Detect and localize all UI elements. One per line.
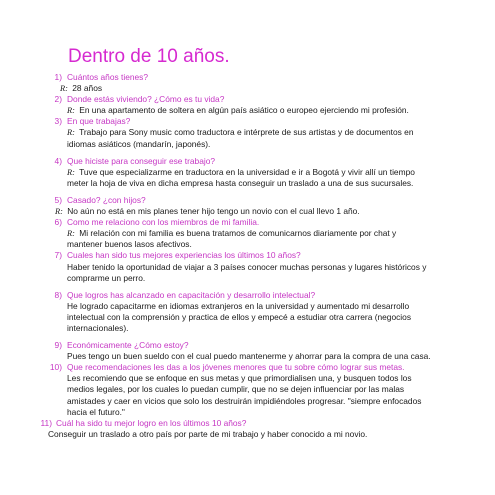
answer: [0, 127, 495, 149]
question: [0, 290, 495, 301]
document-title: Dentro de 10 años.: [68, 46, 230, 67]
question: [0, 217, 495, 228]
question-text: Casado? ¿con hijos?: [67, 194, 146, 205]
question-text: Cuántos años tienes?: [67, 72, 149, 82]
question-number: 9): [54, 340, 62, 351]
question-text: Como me relaciono con los miembros de mi familia.: [67, 217, 260, 228]
list-item: [0, 195, 495, 217]
answer-text: Haber tenido la oportunidad de viajar a 3 países conocer muchas personas y lugares históricos y comprarme un perro.: [67, 261, 427, 283]
answer: [0, 83, 495, 94]
answer: [0, 262, 495, 284]
list-item: [0, 362, 495, 417]
list-item: [0, 116, 495, 149]
answer-prefix: R:: [67, 167, 75, 177]
answer: [0, 167, 495, 189]
question-number: 1): [54, 72, 62, 82]
question-number: 4): [54, 155, 62, 166]
answer: [0, 301, 495, 334]
answer-text: He logrado capacitarme en idiomas extranjeros en la universidad y aumentado mi desarrollo intelectual con la comprensión y practica de ellos y empecé a estudiar otra carrera (negocios internacionales).: [67, 300, 412, 333]
answer: [0, 351, 495, 362]
question-text: Económicamente ¿Cómo estoy?: [67, 340, 189, 351]
question-number: 6): [54, 217, 62, 228]
answer: [0, 429, 495, 440]
list-item: [0, 94, 495, 116]
answer-text: Mi relación con mi familia es buena tratamos de comunicarnos diariamente por chat y mantener buenos lasos afectivos.: [67, 228, 397, 250]
question-number: 8): [54, 289, 62, 300]
question: [0, 72, 495, 83]
answer-prefix: R:: [60, 84, 68, 94]
list-item: [0, 340, 495, 362]
answer-text: En una apartamento de soltera en algún país asiático o europeo ejerciendo mi profesión.: [76, 105, 409, 116]
answer: [0, 228, 495, 250]
question-text: Que hiciste para conseguir ese trabajo?: [67, 155, 216, 166]
list-item: [0, 418, 495, 440]
answer-text: Pues tengo un buen sueldo con el cual puedo mantenerme y ahorrar para la compra de una casa.: [67, 351, 431, 362]
question-text: Cuál ha sido tu mejor logro en los últimos 10 años?: [56, 417, 247, 428]
list-item: [0, 72, 495, 94]
answer-text: 28 años: [69, 83, 103, 94]
answer-text: Tuve que especializarme en traductora en la universidad e ir a Bogotá y vivir allí un tiempo meter la hoja de viva en dicha empresa hasta conseguir un traslado a una de sus sucursales.: [67, 166, 415, 188]
question: [0, 362, 495, 373]
question: [0, 250, 495, 261]
question-text: Cuales han sido tus mejores experiencias los últimos 10 años?: [67, 250, 301, 261]
answer-prefix: R:: [67, 106, 75, 116]
question-text: Donde estás viviendo? ¿Cómo es tu vida?: [67, 94, 225, 105]
question-number: 11): [40, 417, 52, 428]
answer-prefix: R:: [67, 229, 75, 239]
question-number: 5): [54, 194, 62, 205]
question-number: 7): [54, 250, 62, 261]
answer-text: Conseguir un traslado a otro país por parte de mi trabajo y haber conocido a mi novio.: [48, 428, 368, 439]
list-item: [0, 217, 495, 250]
question-list: [0, 72, 495, 440]
answer-prefix: R:: [55, 207, 63, 217]
list-item: [0, 250, 495, 283]
question-text: En que trabajas?: [67, 116, 131, 127]
question: [0, 340, 495, 351]
list-item: [0, 290, 495, 334]
answer-text: Les recomiendo que se enfoque en sus metas y que primordialisen una, y busquen todos los medios legales, por los cuales lo puedan cumplir, que no se dejen influenciar por las malas amistades y caer en vicios que solo los destruirán impidiéndoles progresar. "siempre enfocados hacia el futuro.": [67, 373, 422, 417]
question-number: 3): [54, 116, 62, 127]
answer: [0, 206, 495, 217]
answer: [0, 105, 495, 116]
question-number: 2): [54, 94, 62, 105]
question: [0, 418, 495, 429]
question: [0, 94, 495, 105]
question: [0, 156, 495, 167]
answer-text: Trabajo para Sony music como traductora e intérprete de sus artistas y de documentos en idiomas asiáticos (mandarín, japonés).: [67, 127, 414, 149]
list-item: [0, 156, 495, 189]
question-text: Que recomendaciones les das a los jóvenes menores que tu sobre cómo lograr sus metas.: [67, 362, 405, 373]
answer: [0, 373, 495, 417]
question: [0, 195, 495, 206]
question-text: Que logros has alcanzado en capacitación y desarrollo intelectual?: [67, 289, 316, 300]
question: [0, 116, 495, 127]
question-number: 10): [49, 362, 62, 373]
answer-text: No aún no está en mis planes tener hijo tengo un novio con el cual llevo 1 año.: [64, 206, 360, 217]
answer-prefix: R:: [67, 128, 75, 138]
